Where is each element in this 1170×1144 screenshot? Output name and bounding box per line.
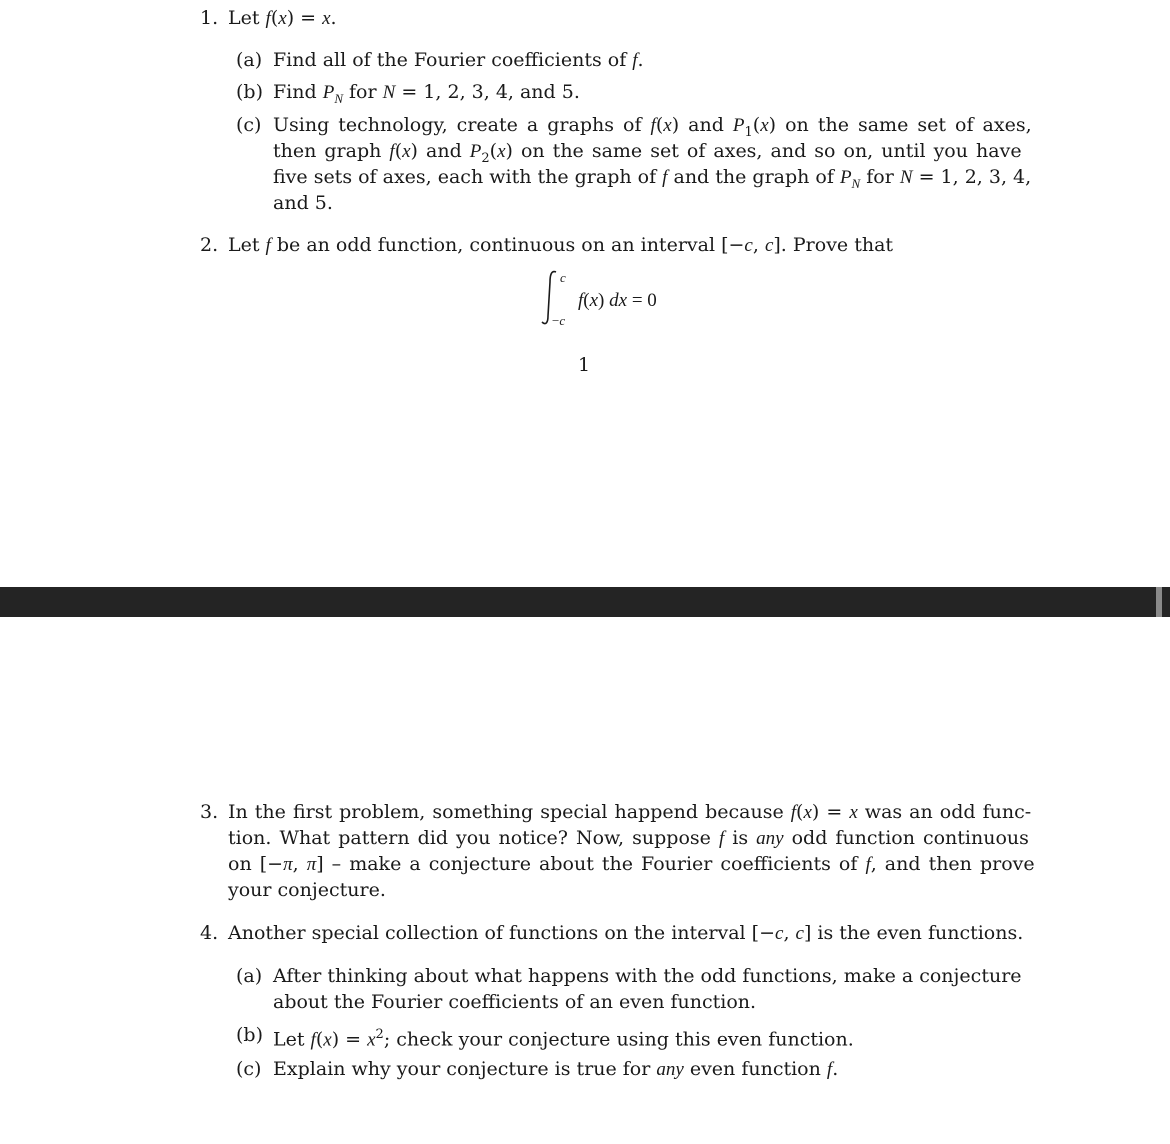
q3-number: 3. [200,801,219,823]
q4b-label: (b) [236,1024,263,1046]
page-divider [0,587,1170,617]
q4-number: 4. [200,922,219,944]
svg-text:−c: −c [552,313,566,328]
q4b-text: Let $f(x) = x^2$; check your conjecture using this even function. [273,1027,854,1051]
q2-text: Let f be an odd function, continuous on an interval [−c, c]. Prove that [228,234,894,256]
q1-number: 1. [200,7,219,29]
q3-line2: tion. What pattern did you notice? Now, suppose f is any odd function continuous [228,827,1029,849]
q3-line1: In the first problem, something special happend because f(x) = x was an odd func- [228,801,1032,823]
svg-text:c: c [560,270,566,285]
q4a-line2: about the Fourier coefficients of an even function. [273,991,757,1013]
q1c-line4: and 5. [273,192,333,214]
page-number: 1 [578,354,591,376]
q1b-label: (b) [236,81,263,103]
q1a-text: Find all of the Fourier coefficients of f. [273,49,644,71]
q3-line3: on [−π, π] – make a conjecture about the Fourier coefficients of f, and then prove [228,853,1035,875]
q4a-line1: After thinking about what happens with the odd functions, make a conjecture [273,965,1022,987]
scrollbar-thumb[interactable] [1156,587,1162,617]
q1c-line2: then graph f(x) and $P_2(x)$ on the same set of axes, and so on, until you have [273,140,1022,166]
q1c-line1: Using technology, create a graphs of f(x) and $P_1(x)$ on the same set of axes, [273,114,1032,140]
q4c-text: Explain why your conjecture is true for any even function f. [273,1058,839,1080]
integral-equation [540,268,740,328]
q1b-text: Find $P_N$ for N = 1, 2, 3, 4, and 5. [273,81,580,106]
q1c-label: (c) [236,114,262,136]
q1c-line3: five sets of axes, each with the graph of f and the graph of $P_N$ for N = 1, 2, 3, 4, [273,166,1032,191]
page-2 [0,617,1170,1144]
q2-number: 2. [200,234,219,256]
q4a-label: (a) [236,965,263,987]
q1a-label: (a) [236,49,263,71]
q1-intro: Let f(x) = x. [228,7,337,29]
svg-text:f(x) dx = 0: f(x) dx = 0 [578,290,657,311]
q3-line4: your conjecture. [228,879,386,901]
q4-text: Another special collection of functions on the interval [−c, c] is the even functions. [228,922,1024,944]
q4c-label: (c) [236,1058,262,1080]
